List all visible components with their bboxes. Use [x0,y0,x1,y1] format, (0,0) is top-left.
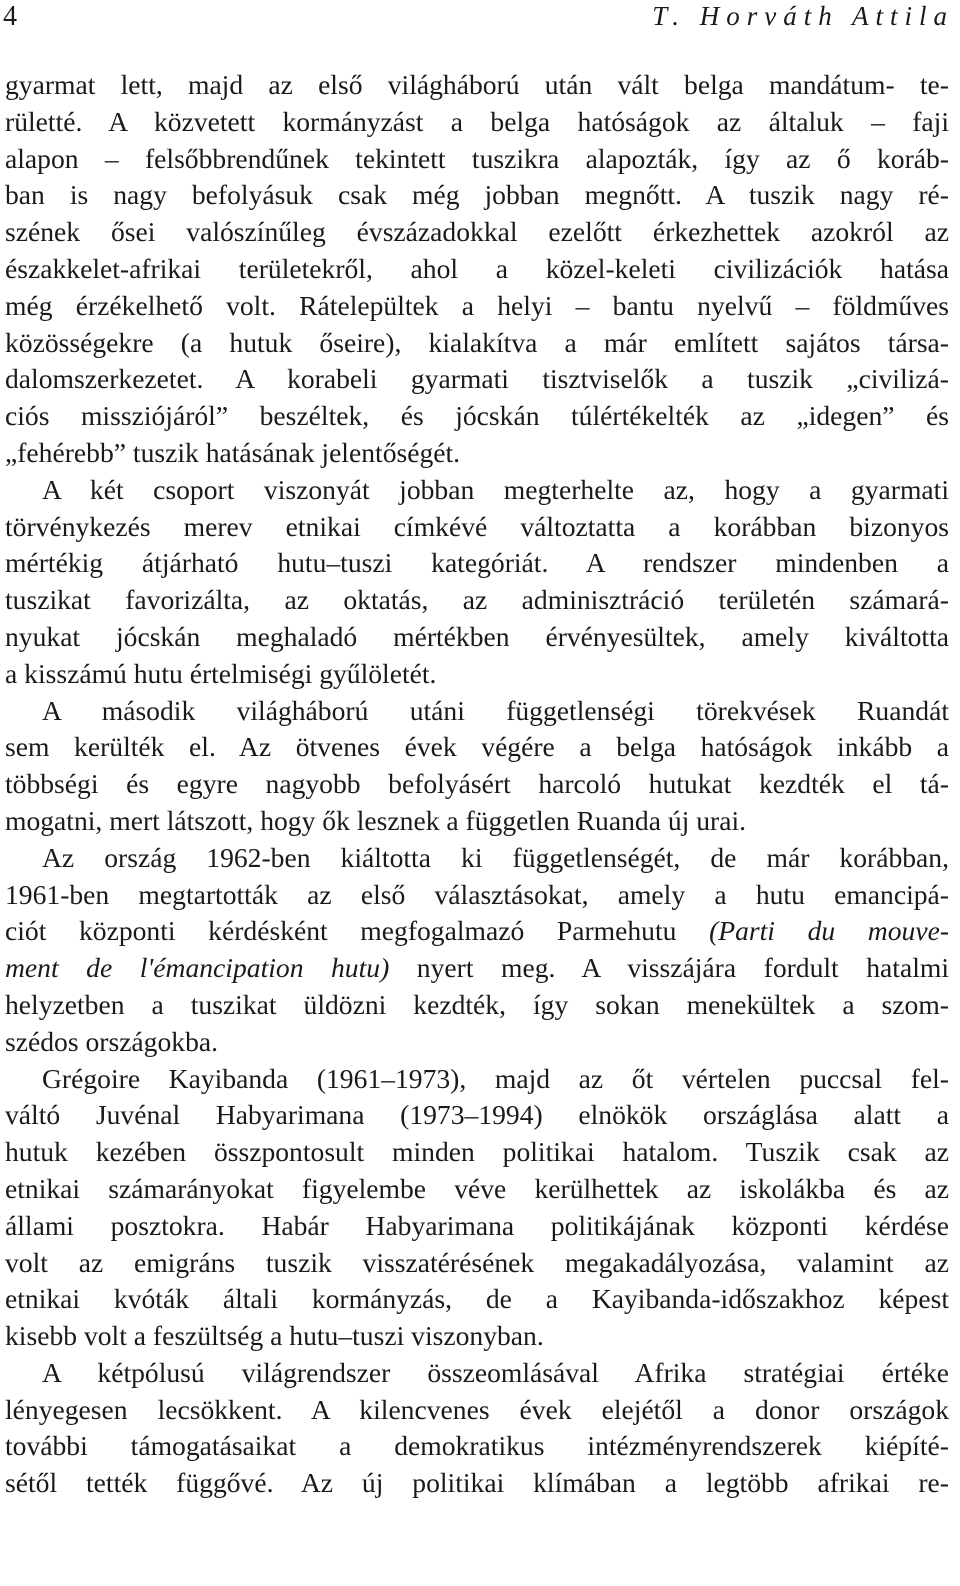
page-header [0,0,960,40]
text-line: váltó Juvénal Habyarimana (1973–1994) elnökök országlása alatt a [5,1099,949,1131]
body-text [5,67,949,1502]
text-line: volt az emigráns tuszik visszatérésének megakadályozása, valamint az [5,1246,949,1278]
text-line: mogatni, mert látszott, hogy ők lesznek a független Ruanda új urai. [5,804,747,836]
text-line: ban is nagy befolyásuk csak még jobban megnőtt. A tuszik nagy ré- [5,179,949,211]
text-line: mértékig átjárható hutu–tuszi kategóriát. A rendszer mindenben a [5,547,949,579]
text-line: lényegesen lecsökkent. A kilencvenes évek elejétől a donor országok [5,1393,949,1425]
text-line: kisebb volt a feszültség a hutu–tuszi viszonyban. [5,1320,544,1352]
text-line: északkelet-afrikai területekről, ahol a közel-keleti civilizációk hatása [5,252,949,284]
text-line: helyzetben a tuszikat üldözni kezdték, így sokan menekültek a szom- [5,988,949,1020]
italic-phrase: (Parti du mouve- [709,915,949,947]
text-line: hutuk kezében összpontosult minden politikai hatalom. Tuszik csak az [5,1136,949,1168]
italic-phrase: ment de l'émancipation hutu) [5,952,390,984]
text-line: még érzékelhető volt. Rátelepültek a helyi – bantu nyelvű – földműves [5,289,949,321]
text-line: sem kerülték el. Az ötvenes évek végére a belga hatóságok inkább a [5,731,949,763]
text-line: állami posztokra. Habár Habyarimana politikájának központi kérdése [5,1209,949,1241]
text-line: ciós missziójáról” beszéltek, és jócskán túlértékelték az „idegen” és [5,400,949,432]
page-number: 4 [3,1,17,32]
text-line: szének ősei valószínűleg évszázadokkal ezelőtt érkezhettek azokról az [5,216,949,248]
text-line: közösségekre (a hutuk őseire), kialakítva a már említett sajátos társa- [5,326,949,358]
text-line: Grégoire Kayibanda (1961–1973), majd az őt vértelen puccsal fel- [42,1062,949,1094]
text-line: szédos országokba. [5,1025,219,1057]
text-line: ciót központi kérdésként megfogalmazó Parmehutu (Parti du mouve- [5,915,949,947]
text-line: „fehérebb” tuszik hatásának jelentőségét. [5,436,461,468]
text-line: dalomszerkezetet. A korabeli gyarmati tisztviselők a tuszik „civilizá- [5,363,949,395]
text-line: A második világháború utáni függetlenségi törekvések Ruandát [42,694,949,726]
text-line: tuszikat favorizálta, az oktatás, az adminisztráció területén számará- [5,584,949,616]
text-line: ment de l'émancipation hutu) nyert meg. A visszájára fordult hatalmi [5,952,949,984]
text-line: sétől tették függővé. Az új politikai klímában a legtöbb afrikai re- [5,1467,949,1499]
text-line: a kisszámú hutu értelmiségi gyűlöletét. [5,657,437,689]
text-line: gyarmat lett, majd az első világháború után vált belga mandátum- te- [5,69,949,100]
text-line: nyukat jócskán meghaladó mértékben érvényesültek, amely kiváltotta [5,620,949,652]
text-line: A két csoport viszonyát jobban megterhelte az, hogy a gyarmati [42,473,949,505]
text-line: törvénykezés merev etnikai címkévé változtatta a korábban bizonyos [5,510,949,542]
text-line: Az ország 1962-ben kiáltotta ki függetlenségét, de már korábban, [42,841,949,873]
text-line: A kétpólusú világrendszer összeomlásával Afrika stratégiai értéke [42,1356,949,1388]
text-line: etnikai kvóták általi kormányzás, de a Kayibanda-időszakhoz képest [5,1283,949,1315]
running-head: T. Horváth Attila [652,1,954,31]
text-line: további támogatásaikat a demokratikus intézményrendszerek kiépíté- [5,1430,949,1462]
text-line: alapon – felsőbbrendűnek tekintett tuszikra alapozták, így az ő koráb- [5,142,949,174]
text-line: etnikai számarányokat figyelembe véve kerülhettek az iskolákba és az [5,1172,949,1204]
text-line: többségi és egyre nagyobb befolyásért harcoló hutukat kezdték el tá- [5,768,949,800]
text-line: 1961-ben megtartották az első választásokat, amely a hutu emancipá- [5,878,949,910]
text-line: rületté. A közvetett kormányzást a belga hatóságok az általuk – faji [5,105,949,137]
